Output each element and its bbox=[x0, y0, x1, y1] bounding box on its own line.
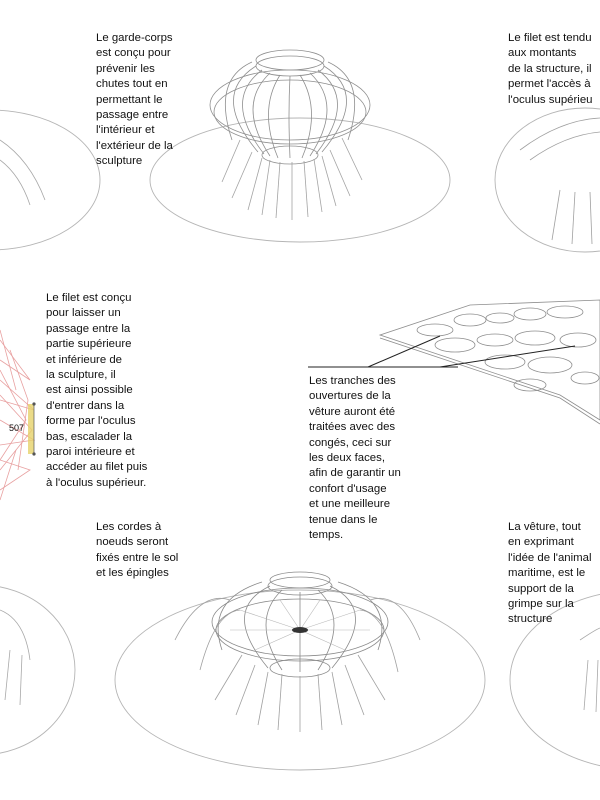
dimension-label: 507 bbox=[9, 423, 25, 433]
annotation-filet-tendu: Le filet est tendu aux montants de la structure, il permet l'accès à l'oculus supérieu bbox=[508, 32, 593, 106]
leader-lines bbox=[308, 336, 575, 367]
sculpture-top-left bbox=[0, 140, 45, 205]
annotation-garde-corps: Le garde-corps est conçu pour prévenir les chutes tout en permettant le passage entre l'intérieur et l'extérieur de la sculpture bbox=[96, 32, 173, 168]
veture-panel bbox=[380, 300, 600, 424]
annotation-filet-passage: Le filet est conçu pour laisser un passage entre la partie supérieure et inférieure de la sculpture, il est ainsi possible d'entrer dans la forme par l'oculus bas, escalader la paroi intérieure et accéder au filet puis à l'oculus supérieur. bbox=[46, 292, 148, 489]
annotation-tranches: Les tranches des ouvertures de la vêture auront été traitées avec des congés, ceci sur les deux faces, afin de garantir un confort d'usage et une meilleure tenue dans le temps. bbox=[309, 375, 401, 542]
sculpture-bottom-right bbox=[580, 628, 600, 712]
annotation-cordes: Les cordes à noeuds seront fixés entre le sol et les épingles bbox=[96, 521, 179, 580]
annotation-veture: La vêture, tout en exprimant l'idée de l'animal maritime, est le support de la grimpe sur la structure bbox=[508, 521, 592, 626]
plan-view-star bbox=[0, 330, 36, 500]
sculpture-top-center bbox=[210, 50, 370, 220]
sculpture-bottom-left bbox=[0, 610, 30, 705]
sculpture-top-right bbox=[520, 118, 600, 244]
sculpture-bottom-center bbox=[175, 572, 420, 732]
